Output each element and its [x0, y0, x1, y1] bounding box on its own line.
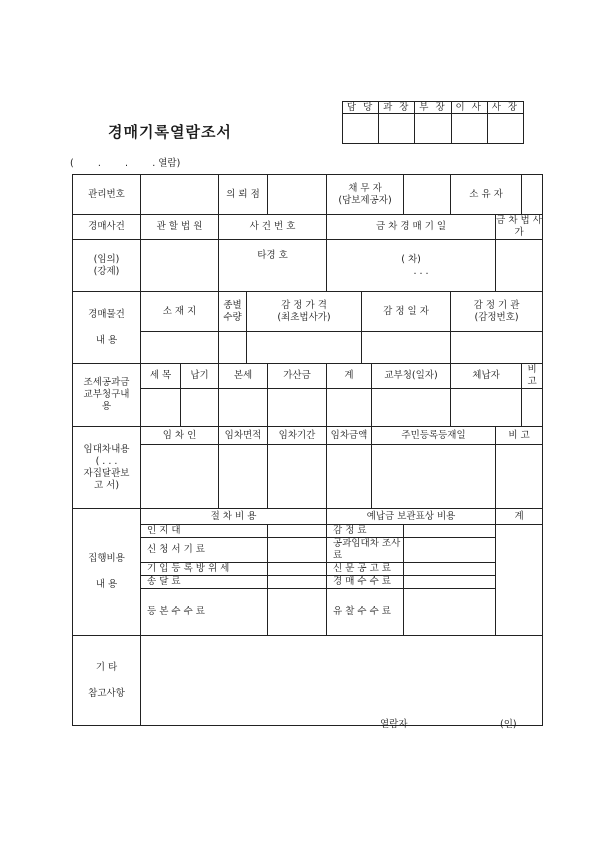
- viewer-label: 열람자: [380, 719, 408, 730]
- cost-newspaper-field[interactable]: [404, 563, 496, 576]
- label-property-line2: 내 용: [95, 334, 118, 346]
- col-kind-line2: 수량: [223, 311, 242, 323]
- col-issue-office: 교부청(일자): [372, 364, 451, 389]
- approval-header: 사 장: [487, 102, 523, 114]
- label-remarks-line1: 기 타: [95, 661, 118, 673]
- col-appraisal-agency: [451, 292, 543, 332]
- cost-item-copy-fee: 등 본 수 수 료: [141, 589, 268, 636]
- label-case-type: [73, 240, 141, 292]
- cost-appraisal-field[interactable]: [404, 525, 496, 538]
- tenant-field[interactable]: [141, 445, 219, 509]
- label-tax: [73, 364, 141, 427]
- cost-item-stamp: 인 지 대: [141, 525, 268, 538]
- label-case: 경매사건: [73, 215, 141, 240]
- remarks-field[interactable]: [141, 636, 543, 726]
- col-location: 소 재 지: [141, 292, 219, 332]
- cost-delivery-field[interactable]: [268, 576, 327, 589]
- cost-item-auction-fee: 경 매 수 수 료: [327, 576, 404, 589]
- label-debtor: [327, 175, 404, 215]
- col-agency-line2: (감정번호): [474, 311, 519, 323]
- label-remarks: [73, 636, 141, 726]
- auction-date-dots: . . .: [413, 265, 429, 277]
- col-court-price: 금 차 법 사 가: [496, 215, 542, 238]
- col-due: 납기: [181, 364, 219, 389]
- label-lease: [73, 427, 141, 509]
- label-debtor-line2: (담보제공자): [338, 194, 392, 206]
- appraisal-date-field[interactable]: [362, 332, 451, 364]
- cost-failed-bid-fee-field[interactable]: [404, 589, 496, 636]
- col-kind: [219, 292, 247, 332]
- col-surcharge: 가산금: [268, 364, 327, 389]
- cost-item-newspaper: 신 문 공 고 료: [327, 563, 404, 576]
- cost-item-appraisal: 감 정 료: [327, 525, 404, 538]
- label-property-line1: 경매물건: [88, 308, 125, 320]
- remark-field[interactable]: [522, 389, 543, 427]
- document-title: 경매기록열람조서: [108, 123, 232, 141]
- cost-item-registration-tax: 기 입 등 록 방 위 세: [141, 563, 268, 576]
- issue-office-field[interactable]: [372, 389, 451, 427]
- label-tax-line3: 용: [101, 401, 112, 412]
- approval-header: 과 장: [379, 102, 415, 114]
- cost-item-application: 신 청 서 기 료: [141, 538, 268, 563]
- col-tax-item: 세 목: [141, 364, 181, 389]
- approval-header: 이 사: [451, 102, 487, 114]
- col-appraisal-date: 감 정 일 자: [362, 292, 451, 332]
- lease-amount-field[interactable]: [327, 445, 372, 509]
- label-tax-line1: 조세공과금: [83, 377, 130, 388]
- total-field[interactable]: [327, 389, 372, 427]
- cost-item-survey: 공과임대차 조사료: [327, 538, 404, 563]
- col-agency-line1: 감 정 기 관: [473, 299, 520, 311]
- delinquent-field[interactable]: [451, 389, 522, 427]
- label-manage-no: 관리번호: [73, 175, 141, 215]
- col-lease-remark: 비 고: [496, 427, 543, 445]
- cost-application-field[interactable]: [268, 538, 327, 563]
- cost-item-delivery: 송 달 료: [141, 576, 268, 589]
- approval-sign-cell[interactable]: [415, 114, 451, 144]
- col-appraisal-line1: 감 정 가 격: [281, 299, 327, 311]
- label-voluntary: (임의): [93, 253, 120, 265]
- lease-area-field[interactable]: [219, 445, 268, 509]
- auction-round: ( 차): [401, 253, 421, 265]
- label-compulsory: (강제): [93, 265, 120, 277]
- approval-header: 부 장: [415, 102, 451, 114]
- court-price-field[interactable]: [496, 240, 543, 292]
- label-client: 의 뢰 점: [219, 175, 268, 215]
- label-lease-line3: 자집달관보: [83, 467, 130, 479]
- col-case-no: 사 건 번 호: [219, 215, 327, 240]
- approval-sign-cell[interactable]: [487, 114, 523, 144]
- label-remarks-line2: 참고사항: [88, 687, 125, 699]
- label-tax-line2: 교부청구내: [83, 389, 130, 400]
- debtor-field[interactable]: [404, 175, 451, 215]
- principal-field[interactable]: [219, 389, 268, 427]
- col-appraisal-price: [247, 292, 362, 332]
- label-lease-line1: 임대차내용: [83, 443, 130, 455]
- col-total: 계: [327, 364, 372, 389]
- owner-field[interactable]: [522, 175, 543, 215]
- col-court: 관 할 법 원: [141, 215, 219, 240]
- col-lease-period: 임차기간: [268, 427, 327, 445]
- label-debtor-line1: 채 무 자: [348, 182, 382, 194]
- court-field[interactable]: [141, 240, 219, 292]
- view-date-line: ( . . . 열람): [70, 158, 181, 169]
- approval-box: [342, 101, 524, 144]
- lease-remark-field[interactable]: [496, 445, 543, 509]
- col-lease-amount: 임차금액: [327, 427, 372, 445]
- cost-item-failed-bid-fee: 유 찰 수 수 료: [327, 589, 404, 636]
- case-no-suffix: 타경 호: [257, 250, 288, 261]
- col-principal: 본세: [219, 364, 268, 389]
- label-owner: 소 유 자: [451, 175, 522, 215]
- approval-sign-cell[interactable]: [343, 114, 379, 144]
- location-field[interactable]: [141, 332, 219, 364]
- col-exec-total: 계: [496, 509, 543, 525]
- seal-mark: (인): [500, 719, 517, 730]
- col-remark: 비 고: [522, 364, 543, 389]
- col-auction-date: 금 차 경 매 기 일: [327, 215, 496, 240]
- appraisal-agency-field[interactable]: [451, 332, 543, 364]
- cost-survey-field[interactable]: [404, 538, 496, 563]
- cost-copy-fee-field[interactable]: [268, 589, 327, 636]
- approval-header: 담 당: [343, 102, 379, 114]
- auction-date-field[interactable]: [327, 240, 496, 292]
- col-lease-area: 임차면적: [219, 427, 268, 445]
- col-procedure-cost: 절 차 비 용: [141, 509, 327, 525]
- col-tenant: 임 차 인: [141, 427, 219, 445]
- label-lease-line4: 고 서): [93, 479, 120, 491]
- col-delinquent: 체납자: [451, 364, 522, 389]
- label-property: [73, 292, 141, 364]
- col-deposit-cost: 예납금 보관표상 비용: [327, 509, 496, 525]
- exec-total-field[interactable]: [496, 525, 543, 636]
- resident-date-field[interactable]: [372, 445, 496, 509]
- label-exec-cost-line2: 내 용: [95, 579, 118, 590]
- approval-sign-cell[interactable]: [451, 114, 487, 144]
- label-exec-cost-line1: 집행비용: [88, 553, 125, 564]
- col-appraisal-line2: (최초법사가): [277, 311, 331, 323]
- case-no-field[interactable]: [219, 240, 327, 292]
- kind-field[interactable]: [219, 332, 247, 364]
- due-field[interactable]: [181, 389, 219, 427]
- lease-period-field[interactable]: [268, 445, 327, 509]
- col-resident-date: 주민등록등재일: [372, 427, 496, 445]
- cost-auction-fee-field[interactable]: [404, 576, 496, 589]
- manage-no-field[interactable]: [141, 175, 219, 215]
- col-kind-line1: 종별: [223, 299, 242, 311]
- cost-registration-tax-field[interactable]: [268, 563, 327, 576]
- client-field[interactable]: [268, 175, 327, 215]
- auction-record-form: [72, 174, 543, 726]
- approval-sign-cell[interactable]: [379, 114, 415, 144]
- tax-item-field[interactable]: [141, 389, 181, 427]
- cost-stamp-field[interactable]: [268, 525, 327, 538]
- surcharge-field[interactable]: [268, 389, 327, 427]
- label-lease-line2: ( . . .: [95, 455, 118, 467]
- label-exec-cost: [73, 509, 141, 636]
- appraisal-price-field[interactable]: [247, 332, 362, 364]
